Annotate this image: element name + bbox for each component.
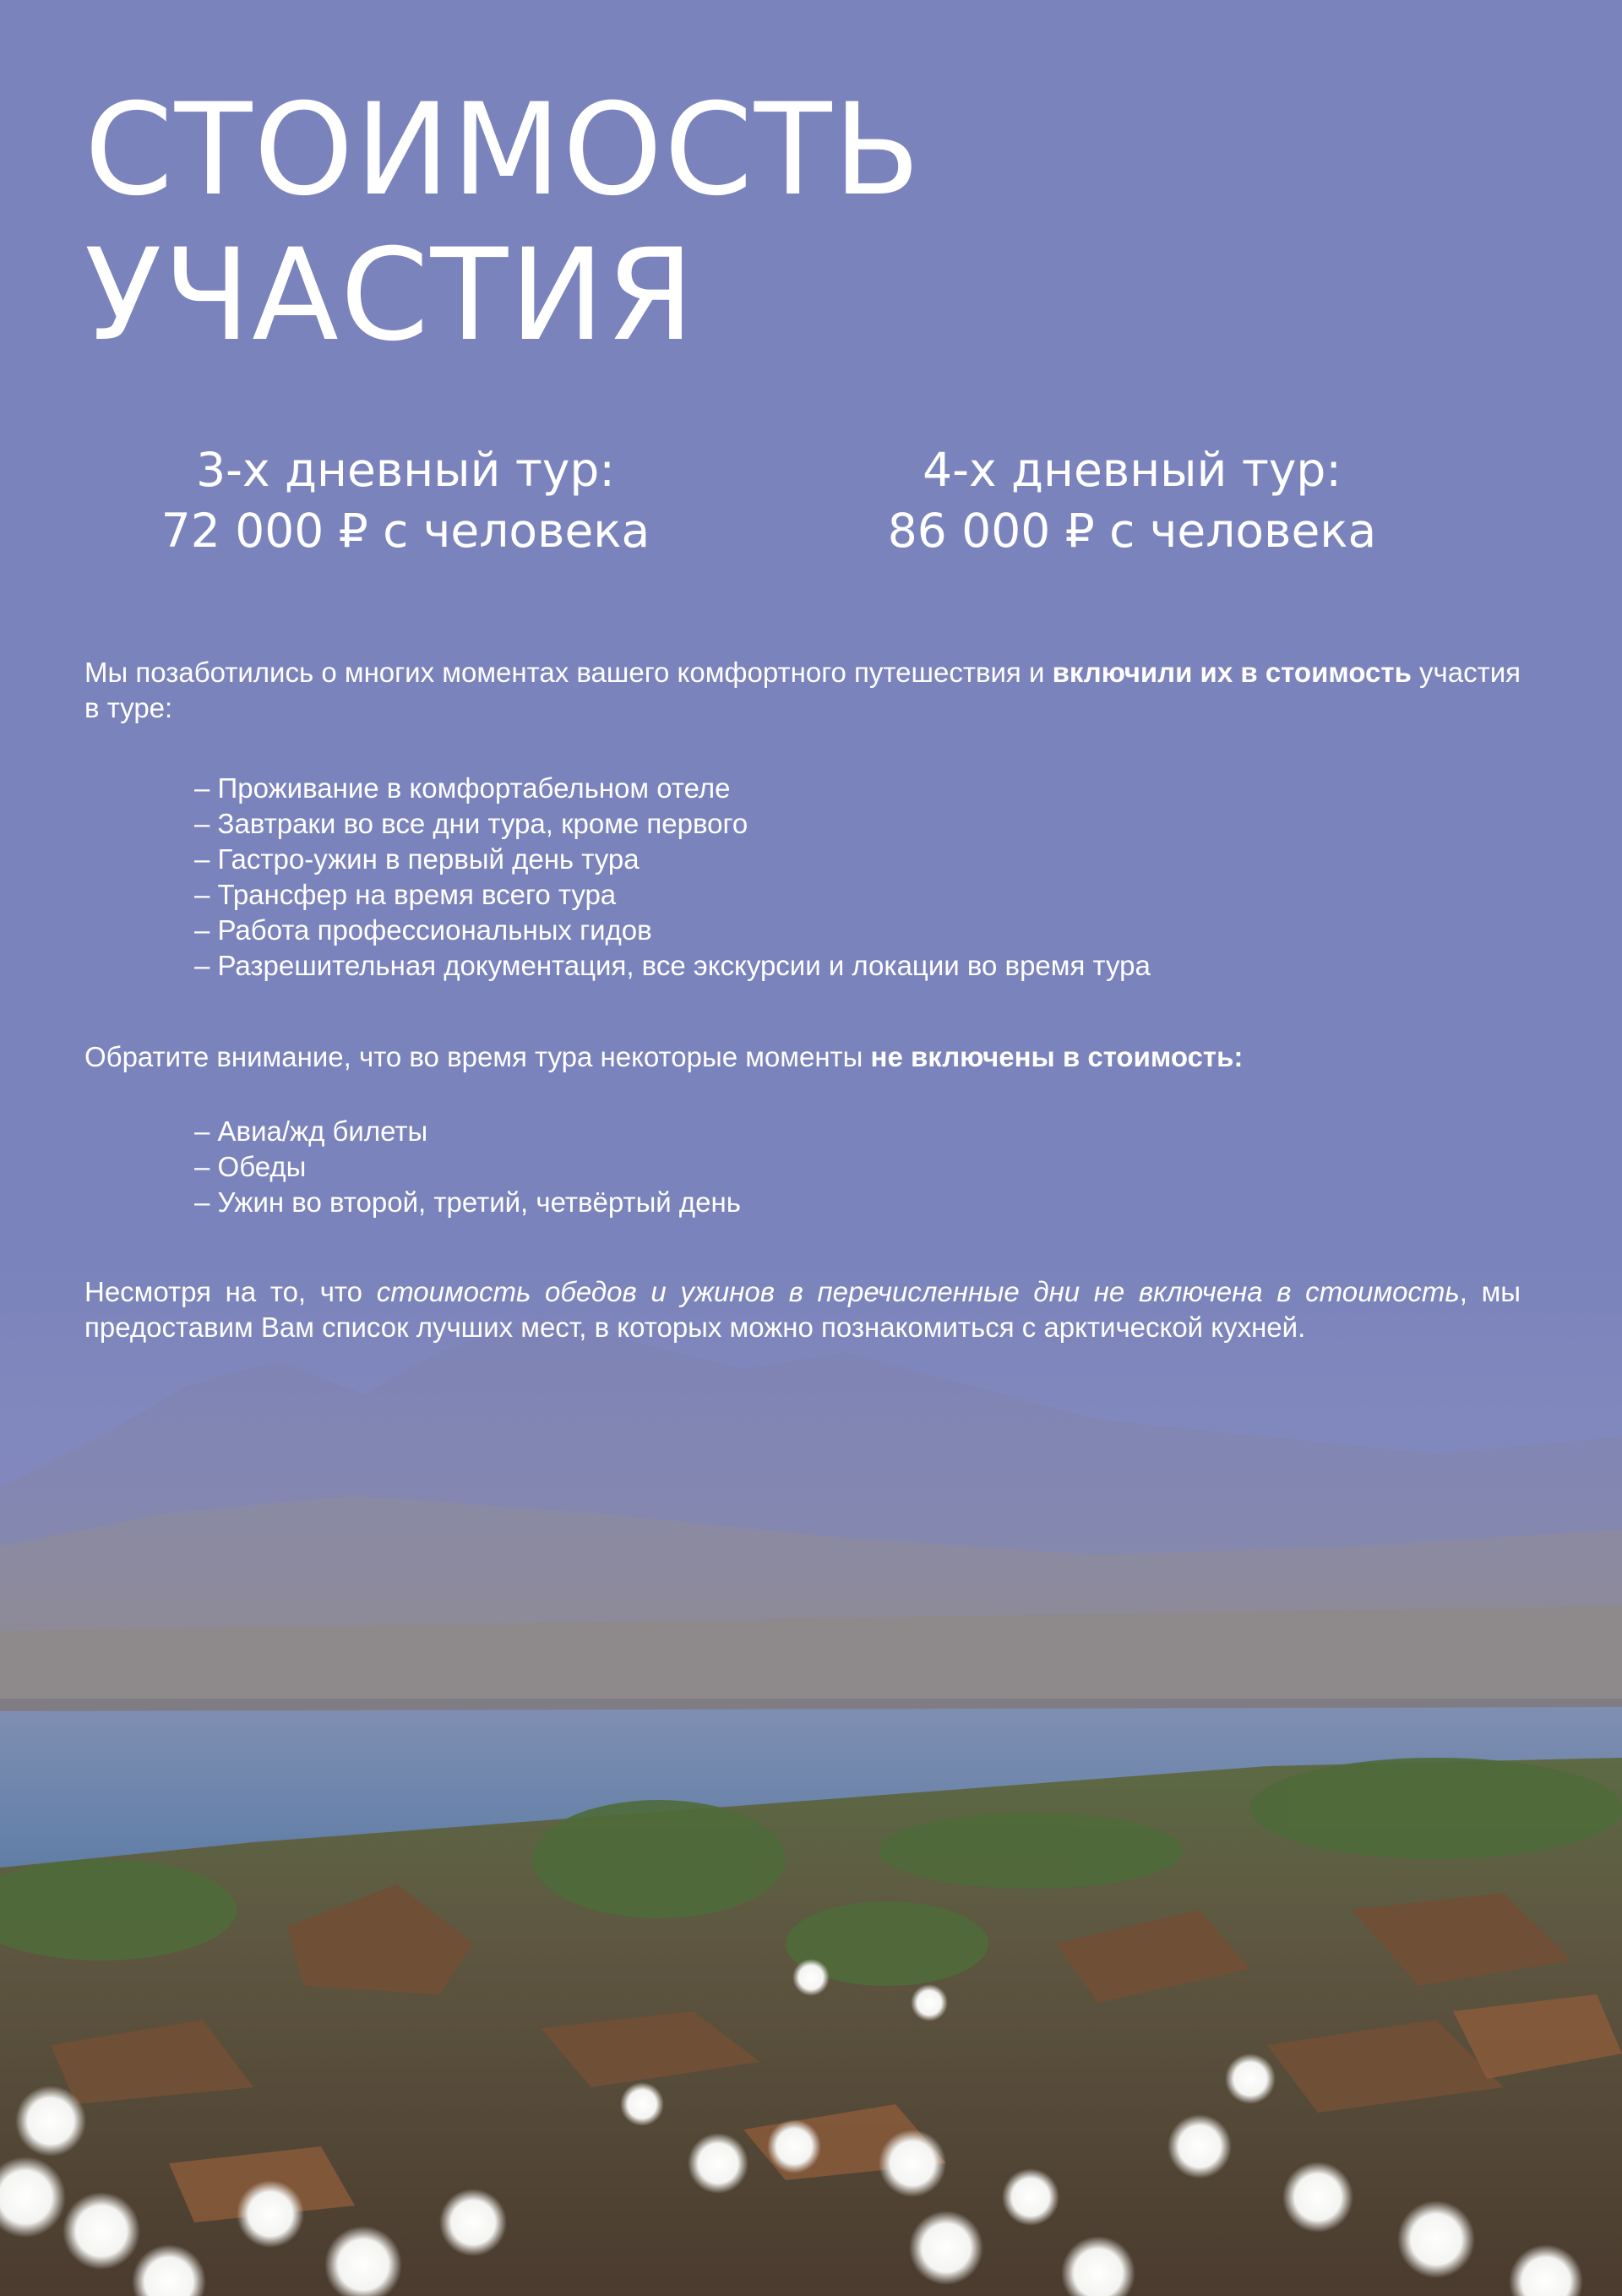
intro-text-end: участия в туре: xyxy=(84,657,1521,723)
list-item: – Разрешительная документация, все экскурсии и локации во время тура xyxy=(194,950,1151,981)
outro-paragraph xyxy=(84,1274,1521,1345)
intro-paragraph xyxy=(84,655,1521,726)
list-item: – Гастро-ужин в первый день тура xyxy=(194,843,640,875)
note-text: Обратите внимание, что во время тура некоторые моменты xyxy=(84,1041,871,1072)
price-block-3-day xyxy=(84,439,727,561)
outro-text-end: , мы предоставим Вам список лучших мест, в которых можно познакомиться с арктической кухней. xyxy=(84,1276,1521,1343)
outro-text: Несмотря на то, что xyxy=(84,1276,377,1307)
page-title xyxy=(84,78,922,368)
list-item: – Авиа/жд билеты xyxy=(194,1115,428,1147)
list-item: – Ужин во второй, третий, четвёртый день xyxy=(194,1186,741,1218)
included-list xyxy=(194,771,1151,984)
list-item: – Проживание в комфортабельном отеле xyxy=(194,772,731,804)
intro-text: Мы позаботились о многих моментах вашего комфортного путешествия и xyxy=(84,657,1053,688)
note-bold-text: не включены в стоимость: xyxy=(870,1041,1244,1072)
note-paragraph xyxy=(84,1039,1243,1075)
tour-3-label: 3-х дневный тур: xyxy=(196,443,615,497)
list-item: – Обеды xyxy=(194,1151,307,1182)
price-block-4-day xyxy=(811,439,1453,561)
outro-italic-text: стоимость обедов и ужинов в перечисленные дни не включена в стоимость xyxy=(376,1276,1460,1307)
tour-4-price: 86 000 ₽ с человека xyxy=(887,504,1377,558)
list-item: – Завтраки во все дни тура, кроме первого xyxy=(194,808,748,839)
list-item: – Трансфер на время всего тура xyxy=(194,879,617,910)
tour-4-label: 4-х дневный тур: xyxy=(923,443,1342,497)
excluded-list xyxy=(194,1114,741,1220)
title-line-2: УЧАСТИЯ xyxy=(84,222,696,369)
title-line-1: СТОИМОСТЬ xyxy=(84,77,923,224)
list-item: – Работа профессиональных гидов xyxy=(194,914,652,946)
intro-bold-text: включили их в стоимость xyxy=(1052,657,1412,688)
tour-3-price: 72 000 ₽ с человека xyxy=(161,504,650,558)
